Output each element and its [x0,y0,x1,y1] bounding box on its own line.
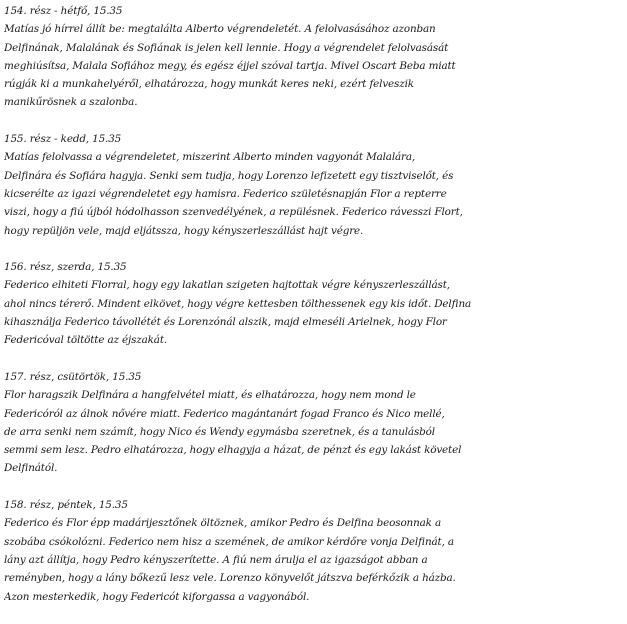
synopsis-line: hogy repüljön vele, majd eljátssza, hogy kényszerleszállást hajt végre. [4,224,364,237]
synopsis-line: Flor haragszik Delfinára a hangfelvétel miatt, és elhatározza, hogy nem mond le [4,389,416,402]
episode-header: 157. rész, csütörtök, 15.35 [4,370,142,383]
synopsis-line: Matías felolvassa a végrendeletet, miszerint Alberto minden vagyonát Malalára, [4,151,416,164]
synopsis-line: Matías jó hírrel állít be: megtalálta Alberto végrendeletét. A felolvasásához azonban [4,23,436,36]
synopsis-line: de arra senki nem számít, hogy Nico és Wendy egymásba szeretnek, és a tanulásból [4,425,435,438]
episode-154 [4,2,623,112]
episode-header: 156. rész, szerda, 15.35 [4,261,127,274]
synopsis-line: kihasználja Federico távollétét és Lorenzónál alszik, majd elmeséli Arielnek, hogy Flor [4,316,447,329]
synopsis-line: Federicóval töltötte az éjszakát. [4,334,167,347]
synopsis-line: Delfinának, Malalának és Sofiának is jelen kell lennie. Hogy a végrendelet felolvasását [4,41,449,54]
synopsis-line: Federicóról az álnok nővére miatt. Federico magántanárt fogad Franco és Nico mellé, [4,407,445,420]
synopsis-line: Federico és Flor épp madárijesztőnek öltöznek, amikor Pedro és Delfina beosonnak a [4,517,442,530]
episode-header: 158. rész, péntek, 15.35 [4,499,128,512]
synopsis-line: Azon mesterkedik, hogy Federicót kiforgassa a vagyonából. [4,590,310,603]
synopsis-line: ahol nincs térerő. Mindent elkövet, hogy végre kettesben tölthessenek egy kis időt. Delfina [4,297,472,310]
synopsis-line: Delfinára és Sofiára hagyja. Senki sem tudja, hogy Lorenzo lefizetett egy tisztviselőt, és [4,169,454,182]
episode-header: 154. rész - hétfő, 15.35 [4,5,123,17]
synopsis-line: Delfinától. [4,462,58,475]
synopsis-line: reményben, hogy a lány bőkezű lesz vele. Lorenzo könyvelőt játszva beférkőzik a házba. [4,572,456,585]
episode-guide [4,2,623,624]
episode-158 [4,496,623,606]
synopsis-line: Federico elhiteti Florral, hogy egy lakatlan szigeten hajtottak végre kényszerleszállást, [4,279,450,292]
synopsis-line: semmi sem lesz. Pedro elhatározza, hogy elhagyja a házat, de pénzt és egy lakást követel [4,444,462,457]
synopsis-line: lány azt állítja, hogy Pedro kényszerítette. A fiú nem árulja el az igazságot abban a [4,553,428,566]
episode-157 [4,368,623,478]
synopsis-line: meghiúsítsa, Malala Sofiához megy, és egész éjjel szóval tartja. Mivel Oscart Beba miatt [4,59,456,72]
synopsis-line: viszi, hogy a fiú újból hódolhasson szenvedélyének, a repülésnek. Federico rávesszi Flort, [4,206,463,219]
synopsis-line: szobába csókolózni. Federico nem hisz a szemének, de amikor kérdőre vonja Delfinát, a [4,535,454,548]
synopsis-line: manikűrösnek a szalonba. [4,96,138,109]
episode-155 [4,130,623,240]
episode-header: 155. rész - kedd, 15.35 [4,133,122,146]
episode-156 [4,258,623,349]
synopsis-line: rúgják ki a munkahelyéről, elhatározza, hogy munkát keres neki, ezért felveszik [4,78,414,91]
synopsis-line: kicserélte az igazi végrendeletet egy hamisra. Federico születésnapján Flor a repterre [4,187,447,200]
